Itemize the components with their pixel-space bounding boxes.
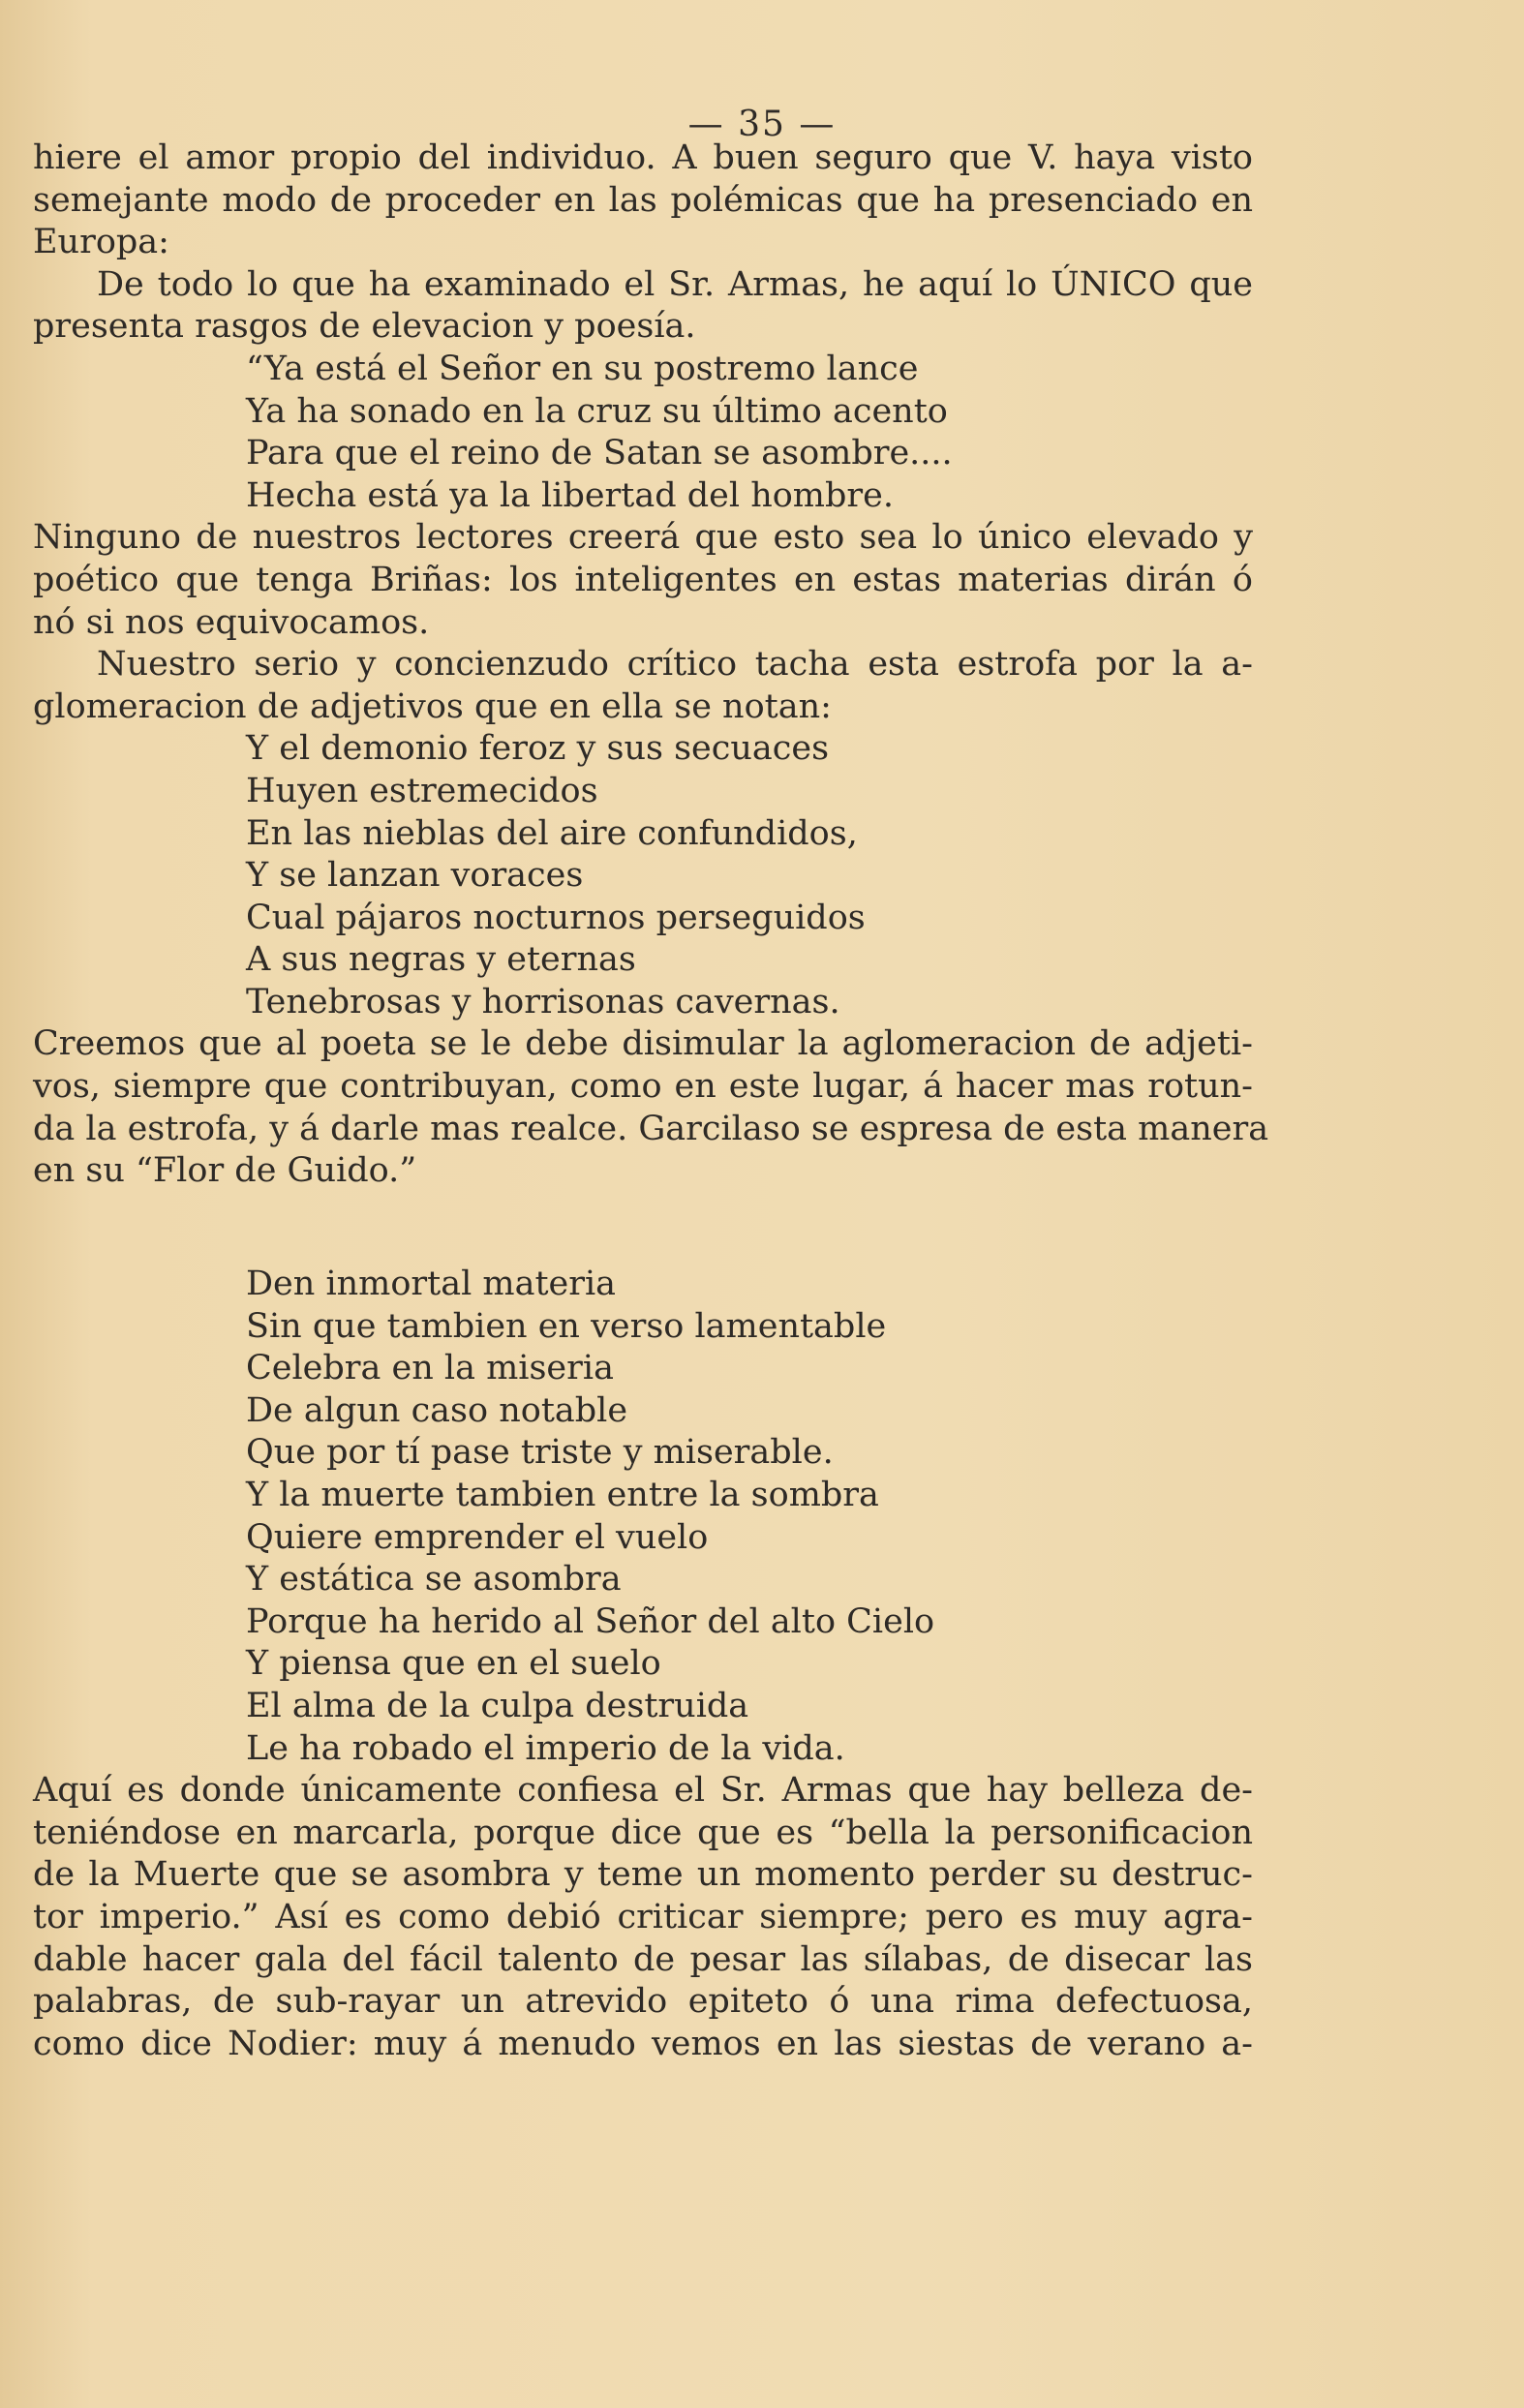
text-line: Europa: (33, 223, 169, 262)
text-line: hiere el amor propio del individuo. A buen seguro que V. haya visto (33, 138, 1253, 177)
text-line: en su “Flor de Guido.” (33, 1151, 417, 1191)
text-line: dable hacer gala del fácil talento de pesar las sílabas, de disecar las (33, 1939, 1253, 1979)
verse-line: Huyen estremecidos (246, 771, 598, 810)
text-line: Nuestro serio y concienzudo crítico tacha esta estrofa por la a- (97, 645, 1253, 685)
verse-line: “Ya está el Señor en su postremo lance (246, 349, 919, 388)
verse-line: De algun caso notable (246, 1390, 628, 1430)
verse-line: El alma de la culpa destruida (246, 1686, 749, 1725)
text-block-upper (33, 137, 1269, 1193)
text-line: Ninguno de nuestros lectores creerá que esto sea lo único elevado y (33, 518, 1253, 558)
verse-line: En las nieblas del aire confundidos, (246, 813, 858, 853)
text-line: presenta rasgos de elevacion y poesía. (33, 307, 696, 347)
page-number: — 35 — (687, 105, 837, 144)
verse-line: Hecha está ya la libertad del hombre. (246, 475, 894, 515)
verse-line: Tenebrosas y horrisonas cavernas. (246, 982, 840, 1021)
text-line: glomeracion de adjetivos que en ella se notan: (33, 686, 832, 726)
text-line: como dice Nodier: muy á menudo vemos en las siestas de verano a- (33, 2024, 1253, 2063)
verse-line: Y el demonio feroz y sus secuaces (246, 729, 830, 769)
text-line: teniéndose en marcarla, porque dice que es “bella la personificacion (33, 1813, 1253, 1852)
verse-line: Que por tí pase triste y miserable. (246, 1433, 834, 1473)
verse-line: Y estática se asombra (246, 1560, 622, 1600)
text-line: de la Muerte que se asombra y teme un momento perder su destruc- (33, 1855, 1253, 1895)
verse-line: Ya ha sonado en la cruz su último acento (246, 391, 948, 431)
verse-line: Cual pájaros nocturnos perseguidos (246, 898, 866, 937)
text-line: Aquí es donde únicamente confiesa el Sr. Armas que hay belleza de- (33, 1771, 1253, 1811)
verse-line: Y se lanzan voraces (246, 856, 584, 896)
text-line: De todo lo que ha examinado el Sr. Armas, he aquí lo ÚNICO que (97, 264, 1253, 304)
verse-line: Celebra en la miseria (246, 1349, 614, 1388)
verse-line: Le ha robado el imperio de la vida. (246, 1728, 845, 1768)
text-line: Creemos que al poeta se le debe disimular la aglomeracion de adjeti- (33, 1024, 1253, 1064)
text-line: nó si nos equivocamos. (33, 602, 430, 642)
verse-line: Porque ha herido al Señor del alto Cielo (246, 1601, 935, 1641)
verse-line: Sin que tambien en verso lamentable (246, 1306, 887, 1346)
verse-line: Y piensa que en el suelo (246, 1644, 661, 1684)
text-line: palabras, de sub-rayar un atrevido epiteto ó una rima defectuosa, (33, 1982, 1253, 2022)
verse-line: Quiere emprender el vuelo (246, 1517, 709, 1557)
text-line: semejante modo de proceder en las polémicas que ha presenciado en (33, 180, 1253, 220)
text-line: tor imperio.” Así es como debió criticar siempre; pero es muy agra- (33, 1897, 1253, 1936)
verse-line: Den inmortal materia (246, 1265, 617, 1303)
verse-line: A sus negras y eternas (246, 940, 636, 980)
text-line: vos, siempre que contribuyan, como en este lugar, á hacer mas rotun- (33, 1067, 1253, 1107)
text-line: da la estrofa, y á darle mas realce. Garcilaso se espresa de esta manera (33, 1109, 1269, 1148)
text-line: poético que tenga Briñas: los inteligentes en estas materias dirán ó (33, 560, 1253, 599)
text-block-lower (33, 1264, 1253, 2065)
verse-line: Para que el reino de Satan se asombre.... (246, 434, 953, 473)
verse-line: Y la muerte tambien entre la sombra (246, 1475, 879, 1514)
